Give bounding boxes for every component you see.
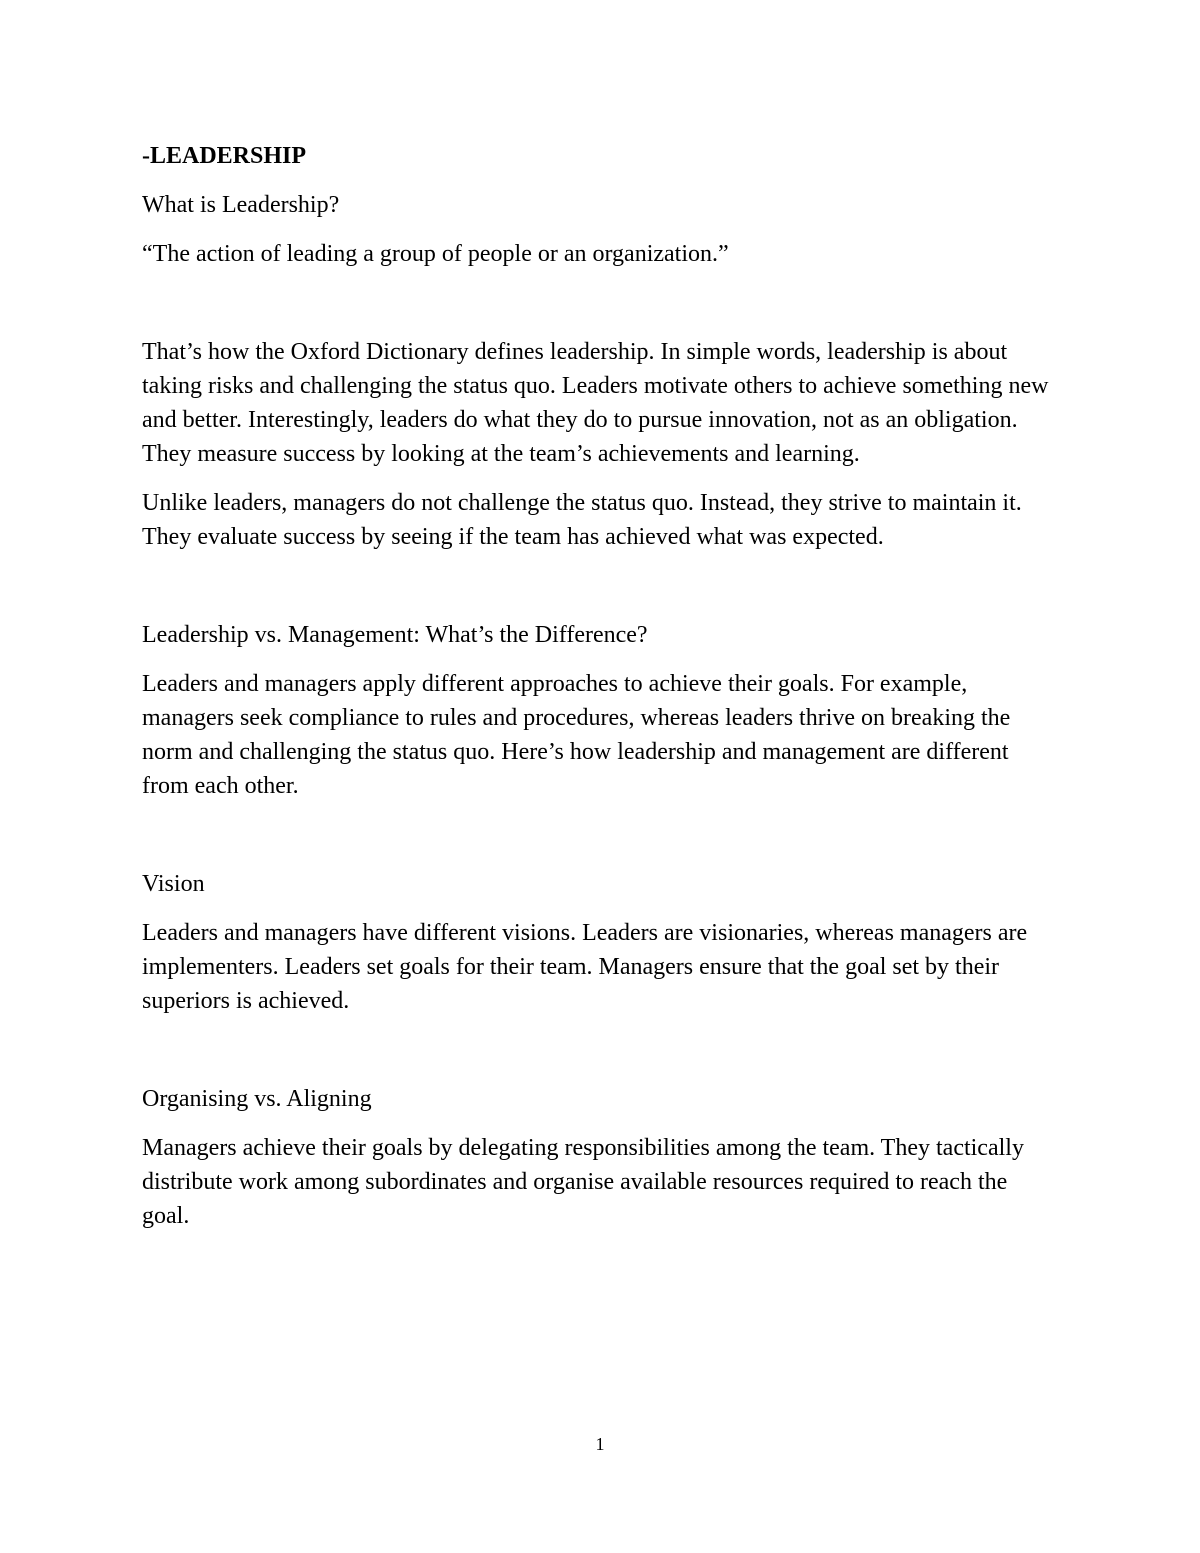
paragraph-oxford-definition: That’s how the Oxford Dictionary defines leadership. In simple words, leadership is about taking risks and challenging the status quo. Leaders motivate others to achieve something new and better. Interestingly, leaders do what they do to pursue innovation, not as an obligation. They measure success by looking at the team’s achievements and learning.	[142, 339, 1049, 467]
section-text-organising: Managers achieve their goals by delegating responsibilities among the team. They tactically distribute work among subordinates and organise available resources required to reach the goal.	[142, 1135, 1024, 1229]
definition-quote: “The action of leading a group of people or an organization.”	[142, 241, 729, 267]
paragraph-managers: Unlike leaders, managers do not challenge the status quo. Instead, they strive to maintain it. They evaluate success by seeing if the team has achieved what was expected.	[142, 490, 1022, 550]
section-text-difference: Leaders and managers apply different approaches to achieve their goals. For example, managers seek compliance to rules and procedures, whereas leaders thrive on breaking the norm and challenging the status quo. Here’s how leadership and management are different from each other.	[142, 671, 1011, 799]
section-text-vision: Leaders and managers have different visions. Leaders are visionaries, whereas managers are implementers. Leaders set goals for their team. Managers ensure that the goal set by their superiors is achieved.	[142, 920, 1028, 1014]
section-heading-difference: Leadership vs. Management: What’s the Difference?	[142, 622, 648, 648]
document-body	[142, 139, 1057, 1233]
section-heading-vision: Vision	[142, 871, 205, 897]
document-title: -LEADERSHIP	[142, 143, 307, 169]
question-line: What is Leadership?	[142, 192, 340, 218]
section-heading-organising: Organising vs. Aligning	[142, 1086, 372, 1112]
page-number: 1	[595, 1434, 605, 1454]
